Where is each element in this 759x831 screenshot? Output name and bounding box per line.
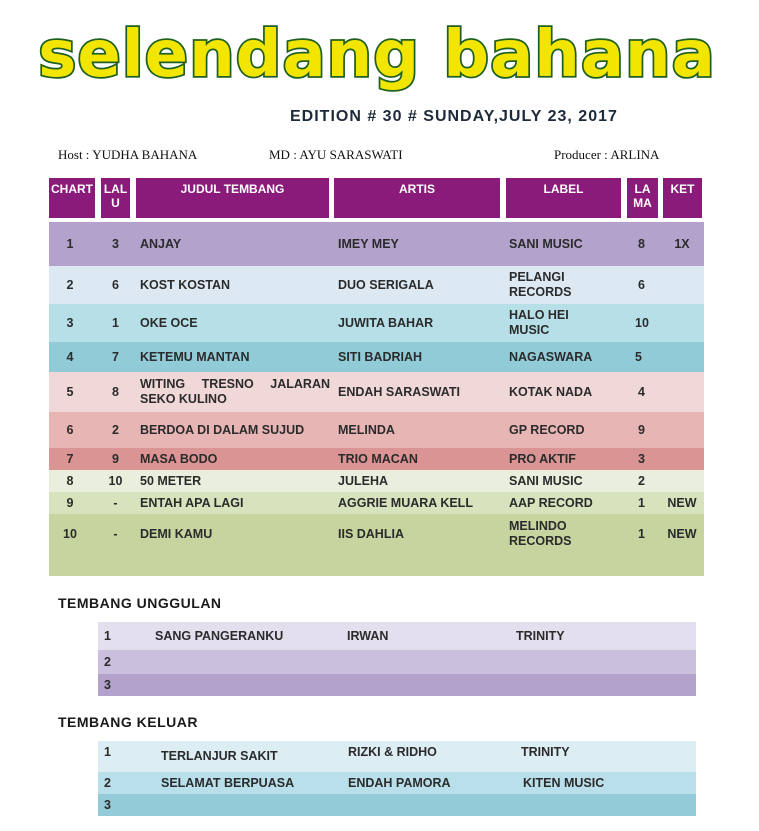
header-lama: LA MA: [627, 178, 658, 218]
unggulan-title: TEMBANG UNGGULAN: [58, 595, 222, 611]
chart-label: MELINDO RECORDS: [509, 519, 572, 548]
chart-last: 6: [112, 278, 119, 292]
chart-pos: 10: [63, 527, 77, 541]
chart-pos: 1: [66, 237, 74, 251]
chart-weeks: 5: [635, 350, 642, 364]
unggulan-artist: IRWAN: [347, 629, 389, 643]
unggulan-no: 1: [104, 629, 111, 643]
chart-last: 8: [112, 385, 119, 399]
unggulan-no: 2: [104, 655, 111, 669]
chart-note: NEW: [667, 496, 697, 510]
table-row: [49, 492, 704, 514]
table-row: [49, 304, 704, 342]
chart-pos: 7: [66, 452, 74, 466]
chart-label: SANI MUSIC: [509, 237, 583, 251]
chart-label: GP RECORD: [509, 423, 585, 437]
unggulan-row: [98, 674, 696, 696]
chart-title: KOST KOSTAN: [140, 278, 231, 292]
chart-title: MASA BODO: [140, 452, 218, 466]
header-chart: CHART: [49, 178, 95, 218]
keluar-label: TRINITY: [521, 745, 570, 759]
header-ket: KET: [663, 178, 702, 218]
chart-artist: DUO SERIGALA: [338, 278, 434, 292]
chart-title: BERDOA DI DALAM SUJUD: [140, 423, 305, 437]
keluar-artist: ENDAH PAMORA: [348, 776, 451, 790]
chart-artist: IMEY MEY: [338, 237, 399, 251]
chart-label: PELANGI RECORDS: [509, 270, 572, 299]
header-artis: ARTIS: [334, 178, 500, 218]
chart-artist: IIS DAHLIA: [338, 527, 404, 541]
keluar-artist: RIZKI & RIDHO: [348, 745, 437, 759]
chart-weeks: 4: [638, 385, 645, 399]
unggulan-song: SANG PANGERANKU: [155, 629, 284, 643]
unggulan-no: 3: [104, 678, 111, 692]
chart-label: PRO AKTIF: [509, 452, 576, 466]
keluar-song: TERLANJUR SAKIT: [161, 749, 278, 763]
chart-last: 2: [112, 423, 119, 437]
chart-title: 50 METER: [140, 474, 202, 488]
keluar-no: 3: [104, 798, 111, 812]
unggulan-row: [98, 650, 696, 674]
chart-last: -: [113, 496, 118, 510]
keluar-row: [98, 794, 696, 816]
chart-weeks: 6: [638, 278, 645, 292]
keluar-no: 2: [104, 776, 111, 790]
header-label: LABEL: [506, 178, 621, 218]
chart-weeks: 10: [635, 316, 649, 330]
table-row: [49, 342, 704, 372]
chart-weeks: 3: [638, 452, 645, 466]
chart-weeks: 1: [638, 527, 645, 541]
chart-weeks: 1: [638, 496, 645, 510]
table-row: [49, 412, 704, 448]
chart-last: 1: [112, 316, 119, 330]
table-row: [49, 266, 704, 304]
unggulan-label: TRINITY: [516, 629, 565, 643]
chart-label: HALO HEI MUSIC: [509, 308, 569, 337]
md-credit: MD : AYU SARASWATI: [269, 147, 403, 162]
edition-line: EDITION # 30 # SUNDAY,JULY 23, 2017: [290, 108, 618, 125]
chart-pos: 2: [66, 278, 74, 292]
table-row: [49, 448, 704, 470]
unggulan-row: [98, 622, 696, 650]
header-lalu: LAL U: [101, 178, 130, 218]
chart-weeks: 8: [638, 237, 645, 251]
chart-artist: MELINDA: [338, 423, 395, 437]
chart-pos: 9: [66, 496, 74, 510]
chart-artist: TRIO MACAN: [338, 452, 418, 466]
table-row: [49, 514, 704, 576]
chart-note: NEW: [667, 527, 697, 541]
host-credit: Host : YUDHA BAHANA: [58, 147, 198, 162]
producer-credit: Producer : ARLINA: [554, 147, 660, 162]
chart-last: 9: [112, 452, 119, 466]
chart-label: NAGASWARA: [509, 350, 593, 364]
chart-pos: 5: [66, 385, 74, 399]
chart-pos: 6: [66, 423, 74, 437]
chart-last: -: [113, 527, 118, 541]
keluar-row: [98, 741, 696, 772]
chart-label: SANI MUSIC: [509, 474, 583, 488]
selendang-bahana-logo: [0, 14, 759, 94]
chart-last: 10: [108, 474, 123, 488]
keluar-title: TEMBANG KELUAR: [58, 714, 198, 730]
chart-title: KETEMU MANTAN: [140, 350, 250, 364]
chart-artist: JUWITA BAHAR: [338, 316, 434, 330]
chart-title: OKE OCE: [140, 316, 198, 330]
chart-pos: 8: [66, 474, 74, 488]
table-row: [49, 470, 704, 492]
chart-title: ANJAY: [140, 237, 182, 251]
chart-weeks: 9: [638, 423, 645, 437]
table-row: [49, 222, 704, 266]
chart-last: 7: [112, 350, 119, 364]
logo-text: selendang bahana: [38, 18, 716, 92]
chart-weeks: 2: [638, 474, 645, 488]
chart-title: DEMI KAMU: [140, 527, 213, 541]
chart-pos: 4: [66, 350, 74, 364]
chart-title: WITING TRESNO JALARAN SEKO KULINO: [140, 377, 330, 406]
chart-artist: ENDAH SARASWATI: [338, 385, 460, 399]
chart-last: 3: [112, 237, 119, 251]
keluar-row: [98, 772, 696, 794]
chart-title: ENTAH APA LAGI: [140, 496, 244, 510]
chart-label: AAP RECORD: [509, 496, 593, 510]
keluar-label: KITEN MUSIC: [523, 776, 605, 790]
chart-artist: SITI BADRIAH: [338, 350, 423, 364]
table-row: [49, 372, 704, 412]
chart-pos: 3: [66, 316, 74, 330]
keluar-song: SELAMAT BERPUASA: [161, 776, 295, 790]
keluar-no: 1: [104, 745, 111, 759]
chart-artist: JULEHA: [338, 474, 389, 488]
chart-label: KOTAK NADA: [509, 385, 593, 399]
chart-note: 1X: [674, 237, 690, 251]
chart-artist: AGGRIE MUARA KELL: [338, 496, 473, 510]
header-judul: JUDUL TEMBANG: [136, 178, 329, 218]
